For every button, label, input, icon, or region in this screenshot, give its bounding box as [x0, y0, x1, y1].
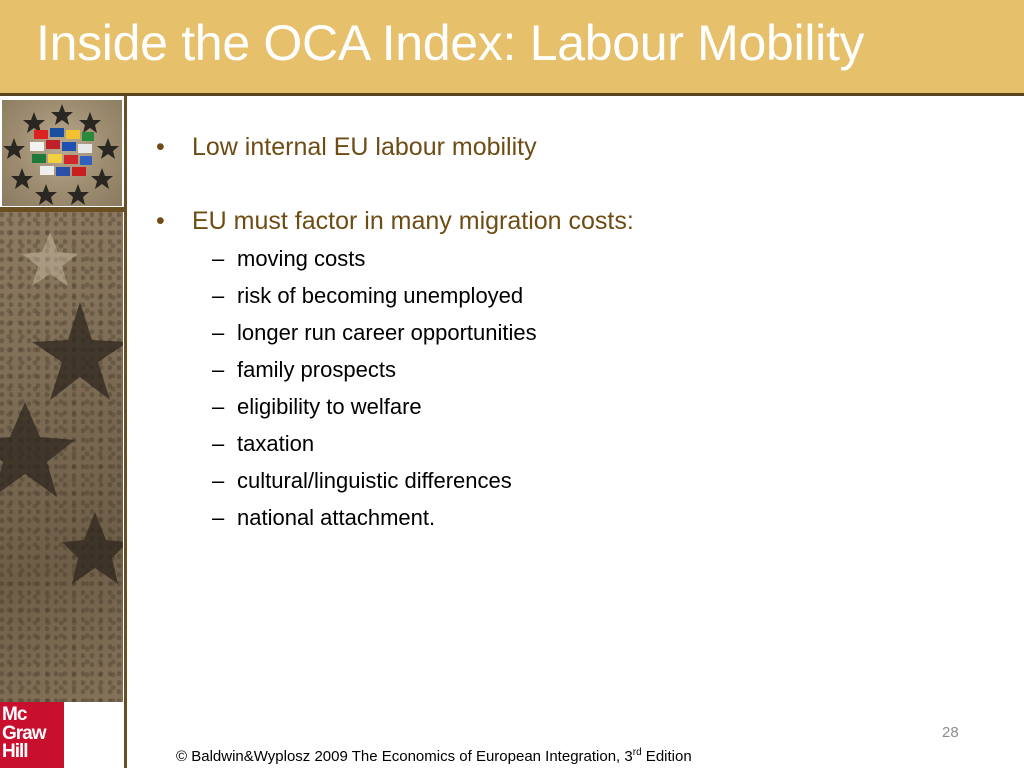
list-item	[150, 314, 1010, 351]
list-item-text: eligibility to welfare	[237, 394, 422, 419]
list-item	[150, 240, 1010, 277]
dash-marker: –	[212, 246, 225, 271]
logo-line-1: Mc	[2, 704, 27, 725]
bullet-migration-costs: • EU must factor in many migration costs:	[150, 202, 1010, 240]
list-item-text: longer run career opportunities	[237, 320, 537, 345]
sand-stars-image	[0, 212, 123, 702]
slide-content	[150, 128, 1010, 536]
footer-superscript: rd	[632, 747, 642, 758]
slide-title: Inside the OCA Index: Labour Mobility	[36, 15, 865, 71]
sand-star-icon	[0, 212, 123, 702]
page-number: 28	[942, 724, 959, 741]
list-item-text: moving costs	[237, 246, 366, 271]
dash-marker: –	[212, 320, 225, 345]
dash-marker: –	[212, 468, 225, 493]
list-item-text: risk of becoming unemployed	[237, 283, 524, 308]
list-item-text: cultural/linguistic differences	[237, 468, 512, 493]
list-item	[150, 351, 1010, 388]
dash-marker: –	[212, 283, 225, 308]
migration-costs-list	[150, 240, 1010, 536]
logo-line-2: Graw	[2, 722, 46, 744]
title-bar	[0, 0, 1024, 93]
dash-marker: –	[212, 505, 225, 530]
list-item-text: family prospects	[237, 357, 396, 382]
list-item	[150, 499, 1010, 536]
list-item-text: national attachment.	[237, 505, 436, 530]
list-item	[150, 277, 1010, 314]
dash-marker: –	[212, 357, 225, 382]
stars-circle-icon	[2, 100, 122, 206]
mcgraw-hill-logo	[0, 702, 64, 768]
list-item	[150, 388, 1010, 425]
logo-line-3: Hill	[2, 741, 28, 763]
list-item	[150, 462, 1010, 499]
list-item-text: taxation	[237, 431, 315, 456]
footer-suffix: Edition	[641, 748, 692, 765]
sidebar-divider-vertical	[124, 96, 127, 768]
footer-copyright	[176, 748, 692, 765]
title-rule	[0, 93, 1024, 96]
bullet-low-mobility: • Low internal EU labour mobility	[150, 128, 1010, 166]
footer-prefix: © Baldwin&Wyplosz 2009 The Economics of European Integration, 3	[176, 748, 633, 765]
eu-flags-stars-image	[2, 100, 122, 206]
dash-marker: –	[212, 394, 225, 419]
list-item	[150, 425, 1010, 462]
dash-marker: –	[212, 431, 225, 456]
